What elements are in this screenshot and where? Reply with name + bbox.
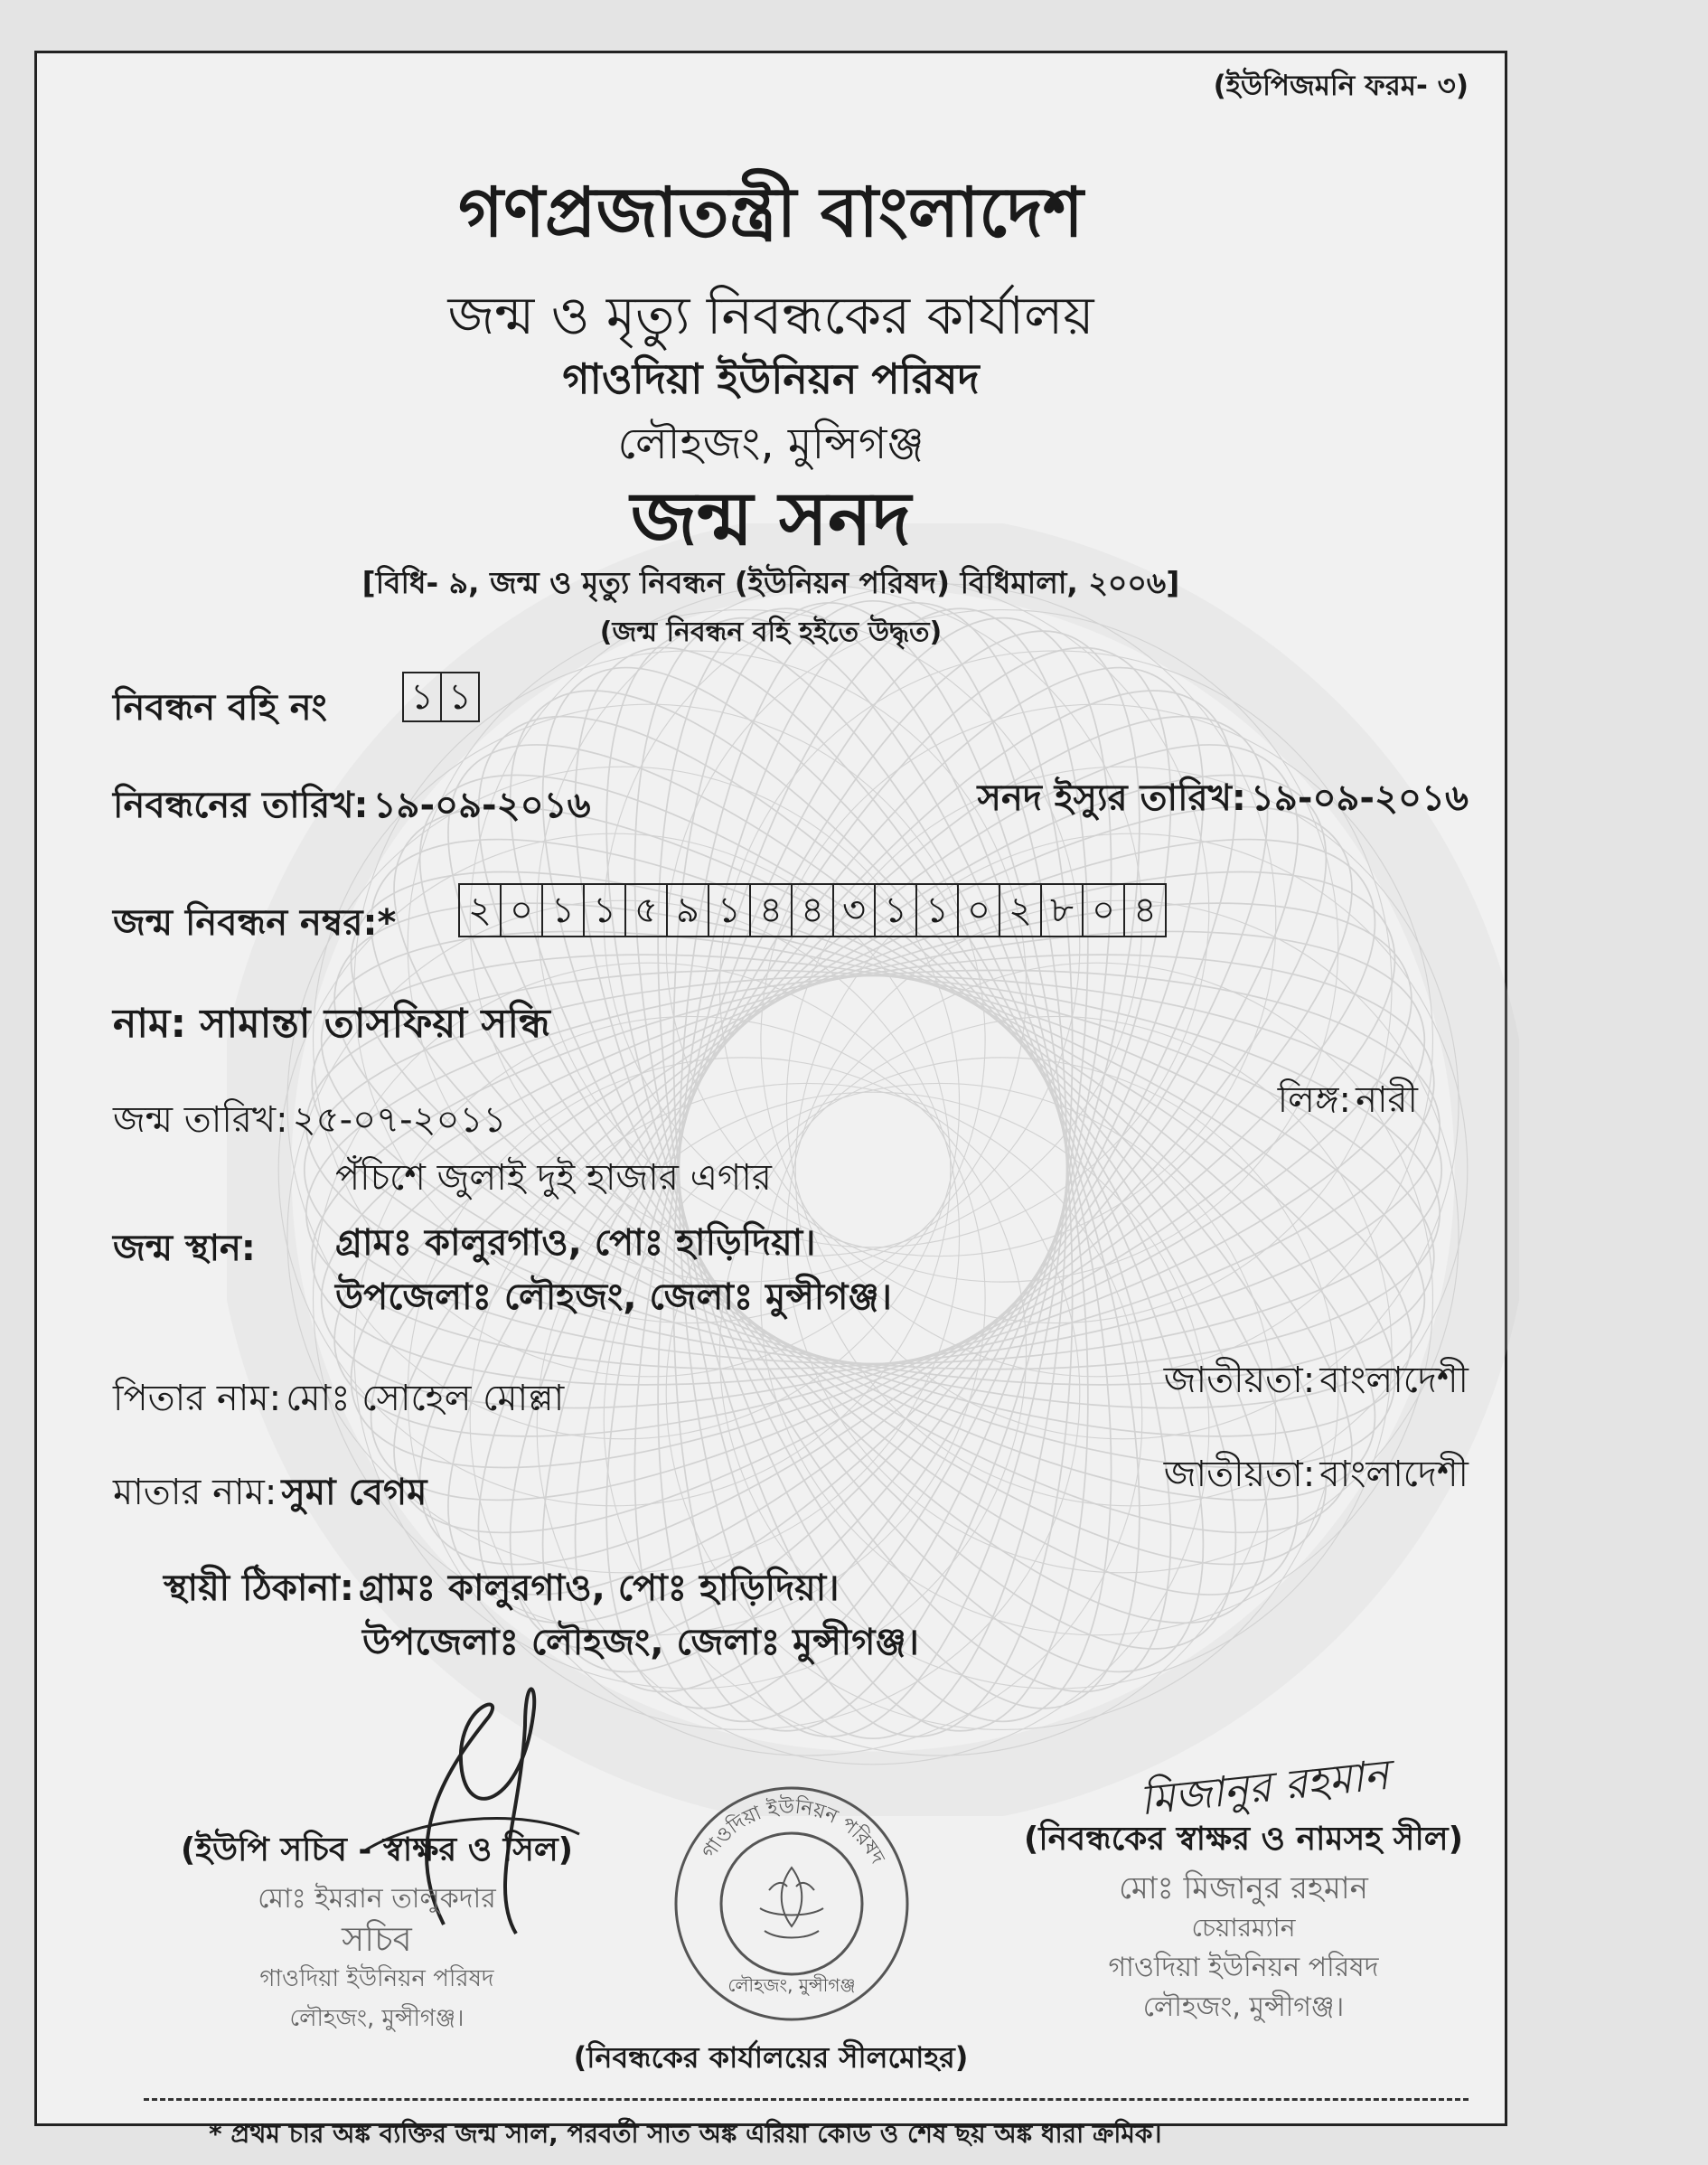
- certificate-paper: [34, 51, 1507, 2149]
- mother-nationality-label: জাতীয়তা:: [1163, 1454, 1316, 1495]
- book-digit: ১: [410, 676, 434, 718]
- footnote-divider: [144, 2098, 1469, 2101]
- mother-nationality-row: [1164, 1445, 1469, 1506]
- registrar-stamp-name: মোঃ মিজানুর রহমান: [1119, 1870, 1368, 1906]
- registration-date-value: ১৯-০৯-২০১৬: [372, 785, 591, 826]
- registration-date-label: নিবন্ধনের তারিখ:: [113, 785, 369, 826]
- registrar-stamp-role: চেয়ারম্যান: [1191, 1913, 1296, 1943]
- book-number-label: নিবন্ধন বহি নং: [113, 687, 327, 729]
- registration-number-label: জন্ম নিবন্ধন নম্বর:*: [113, 902, 397, 944]
- location-title: লৌহজং, মুন্সিগঞ্জ: [617, 419, 924, 469]
- reg-digit: ৮: [1040, 885, 1082, 936]
- reg-digit: ৪: [749, 885, 791, 936]
- reg-digit: ২: [467, 890, 492, 931]
- reg-digit: ০: [500, 885, 541, 936]
- mother-label: মাতার নাম:: [113, 1472, 277, 1513]
- issue-date: [978, 769, 1469, 830]
- mother-nationality-value: বাংলাদেশী: [1319, 1454, 1469, 1495]
- registration-date: [113, 777, 591, 837]
- reg-digit: ১: [541, 885, 583, 936]
- country-title: গণপ্রজাতন্ত্রী বাংলাদেশ: [458, 172, 1084, 252]
- father-label: পিতার নাম:: [113, 1378, 282, 1419]
- reg-digit: ৩: [832, 885, 874, 936]
- name-value: সামান্তা তাসফিয়া সন্ধি: [200, 1001, 550, 1047]
- seal-caption: (নিবন্ধকের কার্যালয়ের সীলমোহর): [573, 2040, 969, 2075]
- extract-note: (জন্ম নিবন্ধন বহি হইতে উদ্ধৃত): [599, 617, 943, 648]
- secretary-stamp-name: মোঃ ইমরান তালুকদার: [258, 1883, 496, 1915]
- mother-value: সুমা বেগম: [281, 1472, 427, 1513]
- registrar-caption: (নিবন্ধকের স্বাক্ষর ও নামসহ সীল): [1023, 1821, 1464, 1858]
- reg-digit: ৯: [666, 885, 708, 936]
- issue-date-label: সনদ ইস্যুর তারিখ:: [977, 777, 1246, 819]
- union-title: গাওদিয়া ইউনিয়ন পরিষদ: [562, 354, 980, 403]
- registration-number-boxes: [458, 883, 1167, 937]
- sex-label: লিঙ্গ:: [1277, 1079, 1351, 1121]
- name-row: [113, 993, 550, 1059]
- permanent-address-line2: উপজেলাঃ লৌহজং, জেলাঃ মুন্সীগঞ্জ।: [362, 1622, 919, 1663]
- dob-label: জন্ম তারিখ:: [113, 1099, 288, 1141]
- permanent-address-row: [164, 1559, 840, 1620]
- sex-row: [1278, 1071, 1418, 1132]
- seal-bottom-text: লৌহজং, মুন্সীগঞ্জ: [727, 1974, 856, 1996]
- father-nationality-row: [1164, 1351, 1469, 1412]
- reg-digit: ০: [957, 885, 999, 936]
- dob-in-words: পঁচিশে জুলাই দুই হাজার এগার: [335, 1157, 772, 1199]
- reg-digit: ১: [708, 885, 749, 936]
- office-title: জন্ম ও মৃত্যু নিবন্ধকের কার্যালয়: [447, 285, 1094, 346]
- father-row: [113, 1370, 564, 1430]
- birth-place-line1: গ্রামঃ কালুরগাও, পোঃ হাড়িদিয়া।: [335, 1222, 816, 1264]
- reg-digit: ১: [583, 885, 624, 936]
- permanent-address-line1: গ্রামঃ কালুরগাও, পোঃ হাড়িদিয়া।: [358, 1567, 840, 1609]
- form-number: (ইউপিজমনি ফরম- ৩): [1213, 70, 1469, 102]
- name-label: নাম:: [113, 1001, 187, 1047]
- registrar-stamp-union: গাওদিয়া ইউনিয়ন পরিষদ: [1108, 1952, 1379, 1983]
- birth-place-label: জন্ম স্থান:: [113, 1228, 256, 1269]
- rule-reference: [বিধি- ৯, জন্ম ও মৃত্যু নিবন্ধন (ইউনিয়ন পরিষদ) বিধিমালা, ২০০৬]: [361, 565, 1180, 600]
- mother-row: [113, 1464, 427, 1524]
- issue-date-value: ১৯-০৯-২০১৬: [1250, 777, 1469, 819]
- reg-digit: ৪: [1123, 885, 1165, 936]
- footnote: * প্রথম চার অঙ্ক ব্যক্তির জন্ম সাল, পরবর্তী সাত অঙ্ক এরিয়া কোড ও শেষ ছয় অঙ্ক ধারা ক্রমিক।: [209, 2119, 1162, 2149]
- secretary-caption: (ইউপি সচিব - স্বাক্ষর ও সিল): [180, 1831, 574, 1868]
- reg-digit: ১: [874, 885, 915, 936]
- dob-value: ২৫-০৭-২০১১: [292, 1099, 507, 1141]
- secretary-block: [124, 1825, 630, 2038]
- registrar-stamp-location: লৌহজং, মুন্সীগঞ্জ।: [1142, 1991, 1345, 2023]
- document-title: জন্ম সনদ: [630, 476, 912, 562]
- reg-digit: ১: [915, 885, 957, 936]
- permanent-address-label: স্থায়ী ঠিকানা:: [164, 1567, 354, 1609]
- seal-ring-text: গাওদিয়া ইউনিয়ন পরিষদ: [698, 1795, 889, 1868]
- father-value: মোঃ সোহেল মোল্লা: [286, 1378, 565, 1419]
- book-digit: ১: [440, 673, 478, 720]
- secretary-stamp-location: লৌহজং, মুন্সীগঞ্জ।: [289, 2005, 465, 2032]
- secretary-stamp-union: গাওদিয়া ইউনিয়ন পরিষদ: [259, 1965, 494, 1992]
- registrar-signature: মিজানুর রহমান: [1137, 1749, 1392, 1825]
- secretary-stamp-role: সচিব: [342, 1919, 412, 1959]
- father-nationality-value: বাংলাদেশী: [1319, 1360, 1469, 1401]
- reg-digit: ৫: [624, 885, 666, 936]
- reg-digit: ০: [1082, 885, 1123, 936]
- birth-place-line2: উপজেলাঃ লৌহজং, জেলাঃ মুন্সীগঞ্জ।: [335, 1276, 892, 1318]
- reg-digit: ৪: [791, 885, 832, 936]
- father-nationality-label: জাতীয়তা:: [1163, 1360, 1316, 1401]
- dob-row: [113, 1091, 506, 1152]
- registrar-block: [986, 1814, 1501, 2028]
- sex-value: নারী: [1356, 1079, 1418, 1121]
- reg-digit: ২: [999, 885, 1040, 936]
- book-number-boxes: [402, 672, 480, 722]
- national-emblem-icon: [760, 1868, 823, 1938]
- office-seal: [670, 1782, 914, 2026]
